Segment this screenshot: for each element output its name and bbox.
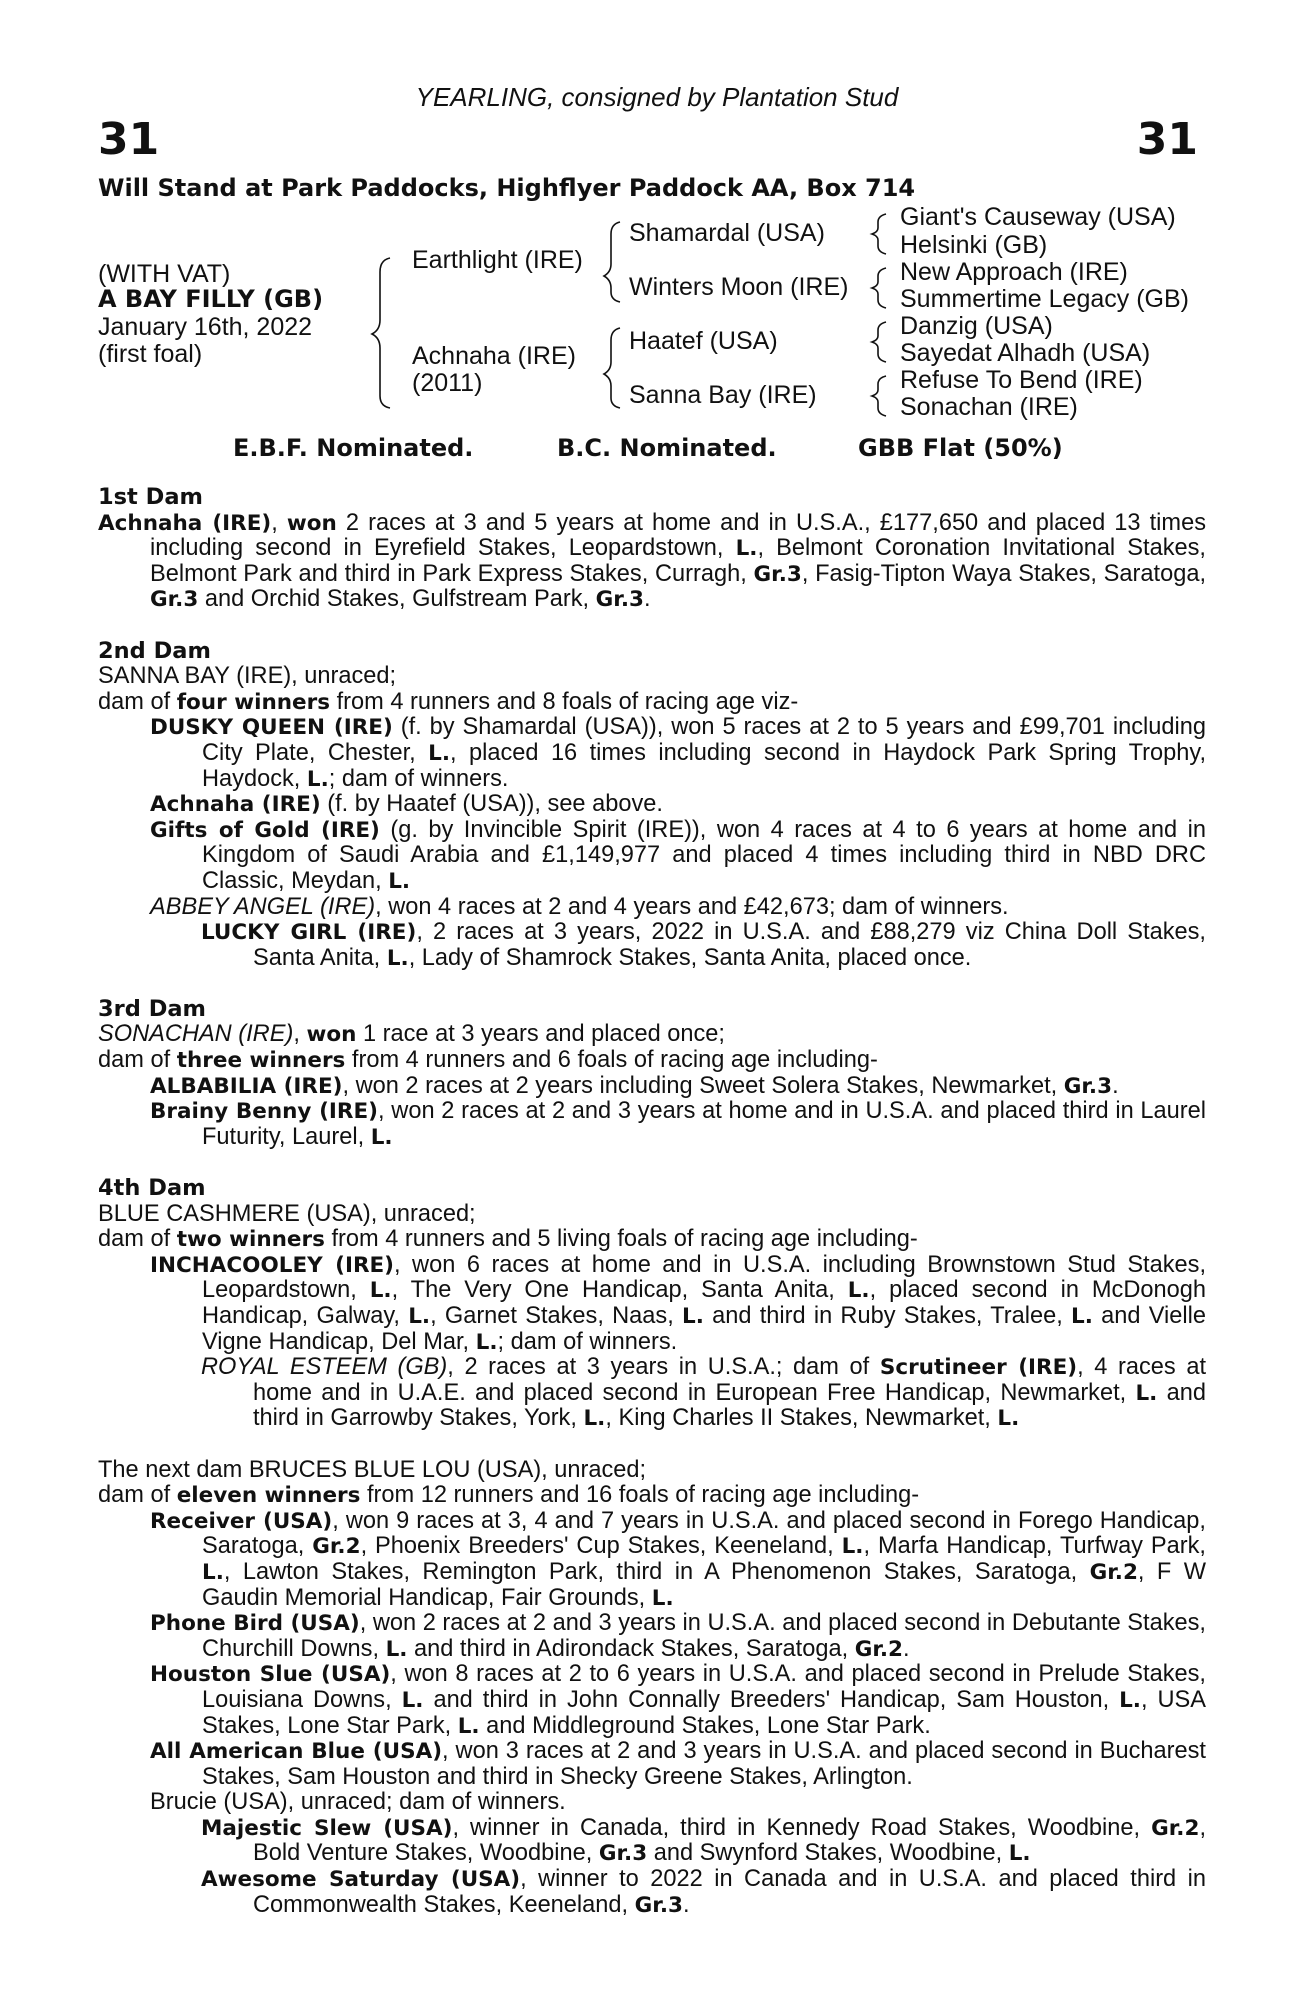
bold-run: L. [1071,1304,1093,1329]
text-run: , 4 races at home and in U.A.E. and placed second in European Free Handicap, Newmarket, [253,1354,1206,1406]
italic-run: ABBEY ANGEL (IRE) [150,893,376,920]
text-run: (g. by Invincible Spirit (IRE)), won 4 races at 4 to 6 years at home and in Kingdom of Saudi Arabia and £1,149,977 and placed 4 times including third in NBD DRC Classic, Meydan, [202,816,1206,894]
produce-entry [98,1074,1206,1100]
produce-entry [98,895,1206,921]
text-run: (f. by Shamardal (USA)), won 5 races at 2 to 5 years and £99,701 including City Plate, Chester, [202,714,1206,766]
section-heading: 3rd Dam [98,995,206,1022]
next-dam-status [98,1458,1206,1484]
text-run: BLUE CASHMERE (USA), unraced; [98,1200,476,1227]
bold-run: INCHACOOLEY (IRE) [150,1252,395,1278]
produce-entry [98,920,1206,971]
text-run: , Lawton Stakes, Remington Park, third in A Phenomenon Stakes, Saratoga, [223,1558,1090,1585]
brace-winters-moon [872,268,886,308]
bold-run: won [306,1022,357,1048]
next-dam-produce-summary [98,1483,1206,1509]
bold-run: L. [847,1278,870,1304]
bold-run: L. [682,1304,704,1329]
bold-run: L. [1008,1841,1031,1867]
sire-dam: Winters Moon (IRE) [629,273,849,301]
brace-sanna-bay [872,376,886,416]
bold-run: Gr.2 [1151,1815,1200,1841]
horse-name: A BAY FILLY (GB) [98,285,324,313]
bold-run: L. [735,536,758,562]
section-heading: 4th Dam [98,1175,206,1202]
text-run: , won 6 races at home and in U.S.A. including Brownstown Stud Stakes, Leopardstown, [202,1251,1206,1304]
dam3-status [98,1022,1206,1048]
dam: Achnaha (IRE) [412,342,576,370]
bold-run: L. [583,1406,606,1432]
text-run: 2 races at 3 and 5 years at home and in U.S.A., £177,650 and placed 13 times including second in Eyrefield Stakes, Leopardstown, [150,509,1206,562]
gbb-nomination: GBB Flat (50%) [858,434,1063,462]
bold-run: LUCKY GIRL (IRE) [201,920,417,946]
text-run: . [682,1891,690,1918]
text-run: . [903,1635,910,1662]
text-run: and third in John Connally Breeders' Handicap, Sam Houston, [423,1686,1120,1713]
text-run: The next dam BRUCES BLUE LOU (USA), unraced; [98,1456,647,1483]
produce-entry [98,792,1206,818]
dam2-produce-summary [98,690,1206,716]
text-run: ; dam of winners. [497,1328,678,1355]
bold-run: Gr.3 [598,1841,648,1867]
bold-run: Brainy Benny (IRE) [150,1099,378,1125]
bold-run: L. [841,1534,864,1560]
text-run: and Vielle Vigne Handicap, Del Mar, [202,1303,1206,1355]
bold-run: four winners [176,689,331,715]
produce-entry [98,1867,1206,1918]
foaling-date: January 16th, 2022 [98,313,313,341]
text-run: , won 3 races at 2 and 3 years in U.S.A. and placed second in Bucharest Stakes, Sam Houston and third in Shecky Greene Stakes, Arlington. [202,1738,1206,1790]
bold-run: Gr.3 [634,1892,683,1918]
text-run: , won 2 races at 2 and 3 years at home and in U.S.A. and placed third in Laurel Futurity, Laurel, [202,1098,1207,1150]
text-run: and third in Garrowby Stakes, York, [253,1379,1206,1432]
bold-run: Gr.2 [312,1534,361,1560]
gen3-6: Sayedat Alhadh (USA) [900,339,1151,367]
dam4-status [98,1202,1206,1228]
bold-run: L. [428,740,450,766]
bold-run: All American Blue (USA) [150,1739,443,1765]
produce-entry [98,1099,1206,1150]
produce-entry [98,715,1206,792]
dam-lines [98,485,1206,1918]
bold-run: L. [408,1304,431,1329]
dam1-record [98,511,1206,613]
bold-run: L. [475,1329,498,1355]
text-run: , won 8 races at 2 to 6 years in U.S.A. and placed second in Prelude Stakes, Louisiana Downs, [202,1661,1206,1713]
bold-run: L. [1119,1687,1141,1713]
bold-run: L. [651,1585,674,1611]
sire-sire: Shamardal (USA) [629,219,825,247]
foal-note: (first foal) [98,340,203,368]
text-run: , [271,509,287,536]
produce-entry [98,818,1206,895]
text-run: ; dam of winners. [328,765,509,792]
text-run: , won 9 races at 3, 4 and 7 years in U.S.A. and placed second in Forego Handicap, Saratoga, [202,1507,1206,1560]
bold-run: Achnaha (IRE) [98,510,272,536]
text-run: dam of [98,1482,177,1509]
produce-entry [98,1509,1206,1611]
bold-run: two winners [176,1227,325,1253]
bold-run: L. [388,868,411,894]
section-heading: 2nd Dam [98,637,211,664]
sire-brace [604,222,620,302]
gen3-8: Sonachan (IRE) [900,393,1078,421]
text-run: , F W Gaudin Memorial Handicap, Fair Grounds, [202,1558,1206,1611]
text-run: , winner in Canada, third in Kennedy Road Stakes, Woodbine, [452,1814,1152,1841]
bold-run: L. [370,1124,393,1150]
dam-dam: Sanna Bay (IRE) [629,381,817,409]
bold-run: eleven winners [176,1483,361,1509]
text-run: and third in Adirondack Stakes, Saratoga, [407,1635,855,1662]
stabling-location: Will Stand at Park Paddocks, Highflyer Paddock AA, Box 714 [98,174,916,202]
bold-run: Gifts of Gold (IRE) [150,817,380,843]
dam4-produce-summary [98,1227,1206,1253]
bold-run: L. [997,1406,1020,1432]
lot-number-left: 31 [98,114,160,165]
text-run: SANNA BAY (IRE), unraced; [98,663,397,690]
text-run: from 4 runners and 8 foals of racing age viz- [330,688,799,715]
text-run: Brucie (USA), unraced; dam of winners. [150,1789,566,1816]
bold-run: L. [385,1636,408,1662]
text-run: from 4 runners and 6 foals of racing age including- [345,1047,878,1074]
gen3-2: Helsinki (GB) [900,231,1048,259]
text-run: , won 2 races at 2 years including Sweet Solera Stakes, Newmarket, [342,1072,1064,1099]
sire: Earthlight (IRE) [412,246,583,274]
produce-entry [98,1355,1206,1432]
text-run: , USA Stakes, Lone Star Park, [202,1686,1206,1739]
bold-run: Phone Bird (USA) [150,1611,360,1637]
italic-run: ROYAL ESTEEM (GB) [201,1354,448,1381]
text-run: , Garnet Stakes, Naas, [430,1303,682,1329]
text-run: , Marfa Handicap, Turfway Park, [863,1533,1206,1560]
text-run: , King Charles II Stakes, Newmarket, [605,1405,998,1432]
text-run: . [1112,1072,1119,1099]
produce-entry [98,1816,1206,1867]
bold-run: Houston Slue (USA) [150,1662,391,1688]
bold-run: Majestic Slew (USA) [201,1815,453,1841]
text-run: from 12 runners and 16 foals of racing age including- [360,1482,920,1509]
text-run: and Middleground Stakes, Lone Star Park. [479,1712,931,1739]
bold-run: L. [202,1559,224,1585]
gen3-1: Giant's Causeway (USA) [900,203,1176,231]
gen3-4: Summertime Legacy (GB) [900,285,1189,313]
produce-entry [98,1253,1206,1355]
text-run: dam of [98,1226,177,1253]
text-run: , placed 16 times including second in Haydock Park Spring Trophy, Haydock, [202,739,1206,792]
dam2-status [98,664,1206,690]
catalogue-header: YEARLING, consigned by Plantation Stud [415,82,899,112]
italic-run: SONACHAN (IRE) [98,1021,294,1048]
text-run: (f. by Haatef (USA)), see above. [320,791,663,818]
produce-entry [98,1739,1206,1790]
brace-haatef [872,322,886,362]
text-run: and Swynford Stakes, Woodbine, [647,1840,1009,1867]
bold-run: won [286,510,337,536]
text-run: , 2 races at 3 years in U.S.A.; dam of [447,1354,880,1381]
vat-note: (WITH VAT) [98,260,231,288]
bold-run: Achnaha (IRE) [150,792,321,818]
bold-run: Scrutineer (IRE) [879,1355,1078,1381]
bold-run: Gr.2 [1089,1559,1138,1585]
bold-run: Gr.3 [753,561,802,587]
produce-entry [98,1790,1206,1816]
text-run: . [643,586,651,613]
produce-entry [98,1611,1206,1662]
text-run: , Lady of Shamrock Stakes, Santa Anita, placed once. [408,944,972,971]
text-run: , winner to 2022 in Canada and in U.S.A. and placed third in Commonwealth Stakes, Keeneland, [253,1866,1207,1918]
dam-sire: Haatef (USA) [629,327,778,355]
text-run: from 4 runners and 5 living foals of racing age including- [324,1226,918,1253]
dam-brace [604,328,620,408]
text-run: , Phoenix Breeders' Cup Stakes, Keeneland, [360,1533,842,1560]
dam-year: (2011) [412,369,483,397]
bold-run: L. [457,1713,480,1739]
bold-run: L. [1135,1380,1158,1406]
ebf-nomination: E.B.F. Nominated. [233,434,474,462]
bold-run: Gr.3 [595,587,644,613]
bold-run: Awesome Saturday (USA) [201,1867,521,1893]
text-run: and third in Ruby Stakes, Tralee, [703,1303,1072,1329]
bold-run: L. [369,1278,392,1304]
text-run: and Orchid Stakes, Gulfstream Park, [198,586,596,613]
bold-run: Gr.3 [150,587,199,613]
text-run: , Belmont Coronation Invitational Stakes, Belmont Park and third in Park Express Stakes, Curragh, [150,535,1206,587]
bold-run: L. [306,766,329,792]
bold-run: Gr.2 [854,1636,904,1662]
section-heading: 1st Dam [98,484,203,510]
bold-run: Gr.3 [1063,1073,1113,1099]
bold-run: DUSKY QUEEN (IRE) [150,715,393,741]
dam3-produce-summary [98,1048,1206,1074]
text-run: dam of [98,688,177,715]
text-run: , won 2 races at 2 and 3 years in U.S.A. and placed second in Debutante Stakes, Churchill Downs, [202,1610,1206,1662]
text-run: , placed second in McDonogh Handicap, Galway, [202,1277,1207,1329]
gen3-7: Refuse To Bend (IRE) [900,366,1143,394]
produce-entry [98,1662,1206,1739]
brace-shamardal [872,214,886,254]
text-run: , [293,1021,307,1048]
text-run: , The Very One Handicap, Santa Anita, [391,1277,848,1304]
text-run: 1 race at 3 years and placed once; [356,1021,725,1048]
bold-run: ALBABILIA (IRE) [150,1073,343,1099]
gen3-3: New Approach (IRE) [900,258,1128,286]
text-run: , Bold Venture Stakes, Woodbine, [253,1814,1206,1867]
text-run: , 2 races at 3 years, 2022 in U.S.A. and £88,279 viz China Doll Stakes, Santa Anita, [253,919,1206,971]
bold-run: three winners [176,1048,346,1074]
text-run: dam of [98,1047,177,1074]
lot-number-right: 31 [1136,114,1198,165]
text-run: , Fasig-Tipton Waya Stakes, Saratoga, [801,560,1206,587]
bc-nomination: B.C. Nominated. [557,434,777,462]
bold-run: L. [386,945,409,971]
main-brace [372,258,390,408]
text-run: , won 4 races at 2 and 4 years and £42,673; dam of winners. [375,893,1009,920]
bold-run: Receiver (USA) [150,1508,333,1534]
gen3-5: Danzig (USA) [900,312,1053,340]
bold-run: L. [401,1687,424,1713]
